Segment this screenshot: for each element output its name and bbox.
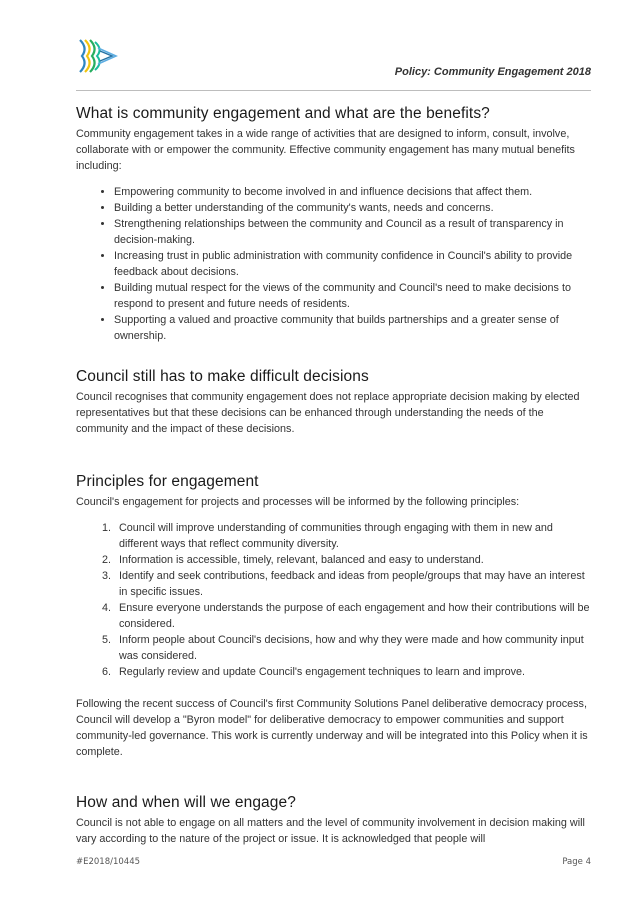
byron-shire-logo-icon — [76, 38, 120, 74]
list-item: • Supporting a valued and proactive community that builds partnerships and a greater sense of ownership. — [114, 312, 591, 344]
page-content — [76, 105, 591, 847]
list-item: 6. Regularly review and update Council's engagement techniques to learn and improve. — [114, 664, 591, 680]
list-item: • Building mutual respect for the views of the community and Council's need to make decisions to respond to present and future needs of residents. — [114, 280, 591, 312]
section-principles — [76, 473, 591, 760]
section-benefits — [76, 105, 591, 344]
benefits-list — [76, 184, 591, 344]
section-intro: Council's engagement for projects and processes will be informed by the following principles: — [76, 496, 520, 508]
section-body: Council recognises that community engagement does not replace appropriate decision making by elected representatives but that these decisions can be enhanced through understanding the needs of the community and the impact of these decisions. — [76, 391, 580, 435]
list-item: • Strengthening relationships between the community and Council as a result of transparency in decision-making. — [114, 216, 591, 248]
list-item: 3. Identify and seek contributions, feedback and ideas from people/groups that may have an interest in specific issues. — [114, 568, 591, 600]
section-heading: How and when will we engage? — [76, 794, 296, 811]
section-intro: Community engagement takes in a wide range of activities that are designed to inform, consult, involve, collaborate with or empower the community. Effective community engagement has many mutual benefits including: — [76, 128, 575, 172]
header-title: Policy: Community Engagement 2018 — [394, 66, 591, 78]
header-divider — [76, 90, 591, 91]
section-heading: What is community engagement and what are the benefits? — [76, 105, 490, 122]
principles-list — [76, 520, 591, 680]
footer-doc-ref: #E2018/10445 — [76, 857, 141, 867]
list-item: • Increasing trust in public administration with community confidence in Council's ability to provide feedback about decisions. — [114, 248, 591, 280]
section-how-when — [76, 794, 591, 847]
section-heading: Council still has to make difficult decisions — [76, 368, 369, 385]
section-heading: Principles for engagement — [76, 473, 259, 490]
section-body: Council is not able to engage on all matters and the level of community involvement in decision making will vary according to the nature of the project or issue. It is acknowledged that people will — [76, 817, 585, 845]
list-item: 4. Ensure everyone understands the purpose of each engagement and how their contributions will be considered. — [114, 600, 591, 632]
list-item: 5. Inform people about Council's decisions, how and why they were made and how community input was considered. — [114, 632, 591, 664]
deliberative-democracy-paragraph: Following the recent success of Council's first Community Solutions Panel deliberative democracy process, Council will develop a "Byron model" for deliberative democracy to empower communities and support community-led governance. This work is currently underway and will be integrated into this Policy when it is complete. — [76, 698, 588, 758]
list-item: 2. Information is accessible, timely, relevant, balanced and easy to understand. — [114, 552, 591, 568]
list-item: 1. Council will improve understanding of communities through engaging with them in new and different ways that reflect community diversity. — [114, 520, 591, 552]
list-item: • Building a better understanding of the community's wants, needs and concerns. — [114, 200, 591, 216]
section-difficult-decisions — [76, 368, 591, 437]
footer-page-number: Page 4 — [562, 857, 591, 867]
list-item: • Empowering community to become involved in and influence decisions that affect them. — [114, 184, 591, 200]
